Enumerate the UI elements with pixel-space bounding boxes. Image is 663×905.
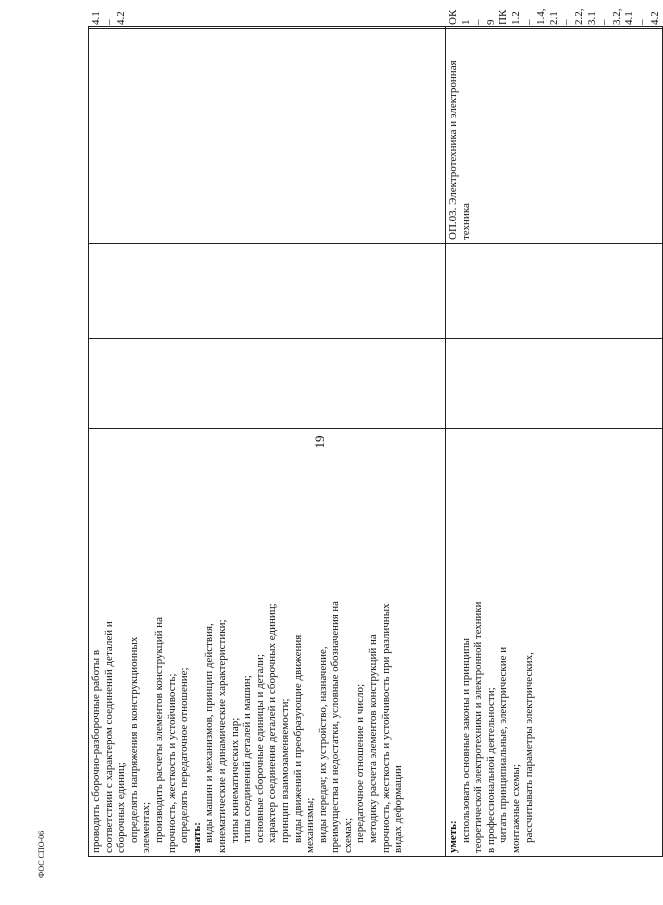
competency-table-rotated [88, 8, 661, 857]
empty-cell [89, 244, 446, 339]
skill-line: основные сборочные единицы и детали; [253, 654, 266, 843]
skill-line: монтажные схемы; [509, 764, 522, 853]
skill-line: соответствии с характером соединений деталей и [102, 621, 115, 853]
skill-line: сборочных единиц; [115, 762, 128, 853]
skill-line: виды передач; их устройство, назначение, [316, 646, 329, 843]
competencies-cell: 4.1 – 4.2 [89, 27, 446, 29]
skill-line: типы соединений деталей и машин; [241, 675, 254, 843]
discipline-cell [89, 29, 446, 244]
skill-line: преимущества и недостатки, условные обозначения на [329, 601, 342, 853]
skill-line: элементах; [140, 801, 153, 853]
skill-line: определять напряжения в конструкционных [127, 636, 140, 843]
skill-line: прочность, жесткость и устойчивость; [165, 673, 178, 853]
skill-line: прочность, жесткость и устойчивость при различных [379, 603, 392, 853]
competency-table [88, 8, 663, 857]
skill-line: теоретической электротехники и электронной техники [472, 601, 485, 853]
skill-line: схемах; [341, 817, 354, 853]
skill-line: методику расчета элементов конструкций на [367, 634, 380, 843]
skills-cell [89, 429, 446, 857]
skill-line: определять передаточное отношение; [178, 667, 191, 843]
skill-line: виды движений и преобразующие движения [291, 634, 304, 843]
empty-cell [89, 339, 446, 429]
skill-line: виды машин и механизмов, принцип действия, [203, 623, 216, 843]
table-row [89, 27, 446, 857]
section-heading-skills: уметь: [447, 820, 459, 853]
empty-cell [446, 244, 663, 339]
skill-line: принцип взаимозаменяемости; [278, 698, 291, 843]
skill-line: характер соединения деталей и сборочных единиц; [266, 603, 279, 843]
skill-line: механизмы; [304, 797, 317, 853]
skill-line: типы кинематических пар; [228, 717, 241, 843]
skill-line: использовать основные законы и принципы [459, 637, 472, 843]
skill-line: проводить сборочно-разборочные работы в [90, 649, 102, 853]
skill-line: передаточное отношение и число; [354, 683, 367, 843]
skill-line: видах деформации [392, 765, 405, 853]
discipline-cell: ОП.03. Электротехника и электронная техника [446, 29, 663, 244]
document-footer: ФОС СПО-06 [37, 830, 46, 878]
skill-line: рассчитывать параметры электрических, [522, 652, 535, 843]
skill-line: кинематические и динамические характеристики; [215, 619, 228, 853]
section-heading-know: знать: [190, 822, 203, 853]
empty-cell [446, 339, 663, 429]
skill-line: производить расчеты элементов конструкций на [152, 617, 165, 843]
skill-line: читать принципиальные, электрические и [497, 646, 510, 843]
page-number: 19 [312, 435, 327, 449]
skills-cell [446, 429, 663, 857]
competencies-cell: ОК 1 – 9 ПК 1.2 – 1.4, 2.1 – 2.2, 3.1 – 3.2, 4.1 – 4.2 [446, 27, 663, 29]
table-row [446, 27, 663, 857]
skill-line: в профессиональной деятельности; [484, 687, 497, 853]
